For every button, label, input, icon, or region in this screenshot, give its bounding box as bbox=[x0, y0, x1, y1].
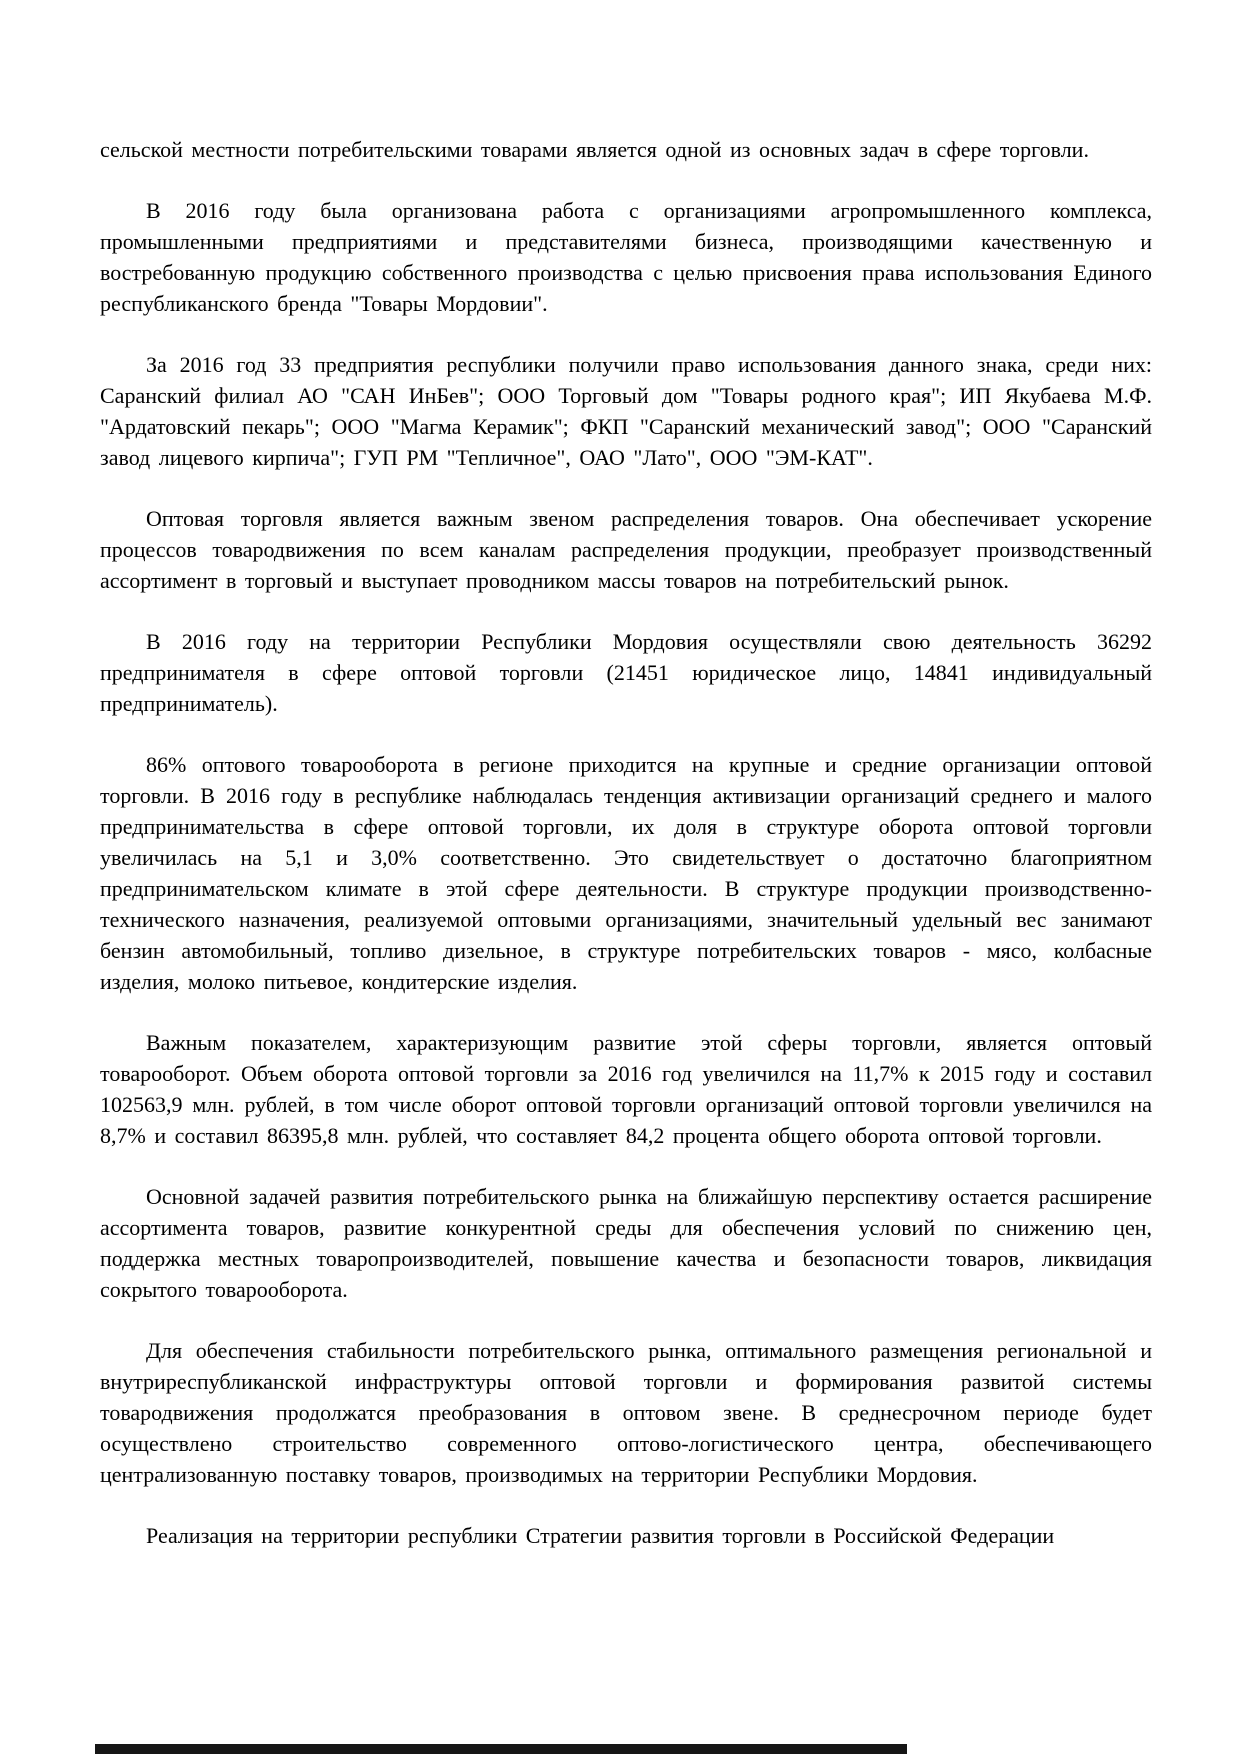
paragraph: В 2016 году была организована работа с организациями агропромышленного комплекса, промышленными предприятиями и представителями бизнеса, производящими качественную и востребованную продукцию собственного производства с целью присвоения права использования Единого республиканского бренда "Товары Мордовии". bbox=[100, 198, 1152, 316]
document-page bbox=[100, 134, 1152, 1581]
paragraph: В 2016 году на территории Республики Мордовия осуществляли свою деятельность 36292 предпринимателя в сфере оптовой торговли (21451 юридическое лицо, 14841 индивидуальный предприниматель). bbox=[100, 629, 1152, 716]
scan-edge-artifact bbox=[95, 1744, 907, 1754]
paragraph: Основной задачей развития потребительского рынка на ближайшую перспективу остается расширение ассортимента товаров, развитие конкурентной среды для обеспечения условий по снижению цен, поддержка местных товаропроизводителей, повышение качества и безопасности товаров, ликвидация сокрытого товарооборота. bbox=[100, 1184, 1152, 1302]
paragraph: Оптовая торговля является важным звеном распределения товаров. Она обеспечивает ускорение процессов товародвижения по всем каналам распределения продукции, преобразует производственный ассортимент в торговый и выступает проводником массы товаров на потребительский рынок. bbox=[100, 506, 1152, 593]
paragraph: За 2016 год 33 предприятия республики получили право использования данного знака, среди них: Саранский филиал АО "САН ИнБев"; ООО Торговый дом "Товары родного края"; ИП Якубаева М.Ф. "Ардатовский пекарь"; ООО "Магма Керамик"; ФКП "Саранский механический завод"; ООО "Саранский завод лицевого кирпича"; ГУП РМ "Тепличное", ОАО "Лато", ООО "ЭМ-КАТ". bbox=[100, 352, 1152, 470]
paragraph: Реализация на территории республики Стратегии развития торговли в Российской Федерации bbox=[146, 1523, 1055, 1548]
paragraph: сельской местности потребительскими товарами является одной из основных задач в сфере торговли. bbox=[100, 137, 1089, 162]
paragraph: Для обеспечения стабильности потребительского рынка, оптимального размещения региональной и внутриреспубликанской инфраструктуры оптовой торговли и формирования развитой системы товародвижения продолжатся преобразования в оптовом звене. В среднесрочном периоде будет осуществлено строительство современного оптово-логистического центра, обеспечивающего централизованную поставку товаров, производимых на территории Республики Мордовия. bbox=[100, 1338, 1152, 1487]
paragraph: 86% оптового товарооборота в регионе приходится на крупные и средние организации оптовой торговли. В 2016 году в республике наблюдалась тенденция активизации организаций среднего и малого предпринимательства в сфере оптовой торговли, их доля в структуре оборота оптовой торговли увеличилась на 5,1 и 3,0% соответственно. Это свидетельствует о достаточно благоприятном предпринимательском климате в этой сфере деятельности. В структуре продукции производственно-технического назначения, реализуемой оптовыми организациями, значительный удельный вес занимают бензин автомобильный, топливо дизельное, в структуре потребительских товаров - мясо, колбасные изделия, молоко питьевое, кондитерские изделия. bbox=[100, 752, 1152, 994]
paragraph: Важным показателем, характеризующим развитие этой сферы торговли, является оптовый товарооборот. Объем оборота оптовой торговли за 2016 год увеличился на 11,7% к 2015 году и составил 102563,9 млн. рублей, в том числе оборот оптовой торговли организаций оптовой торговли увеличился на 8,7% и составил 86395,8 млн. рублей, что составляет 84,2 процента общего оборота оптовой торговли. bbox=[100, 1030, 1152, 1148]
